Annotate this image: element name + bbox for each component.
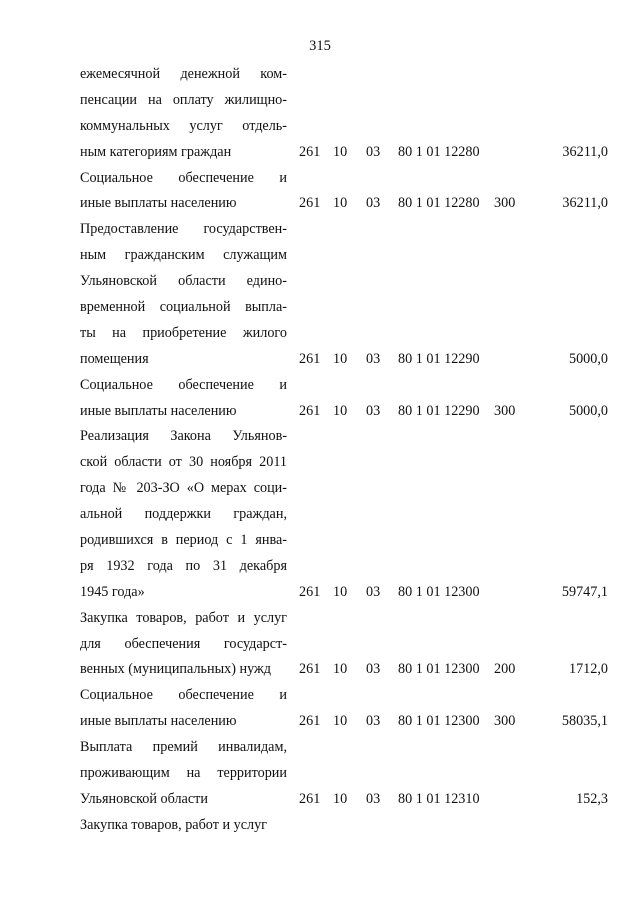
table-row-line xyxy=(80,114,610,140)
amount: 152,3 xyxy=(576,790,608,807)
table-row-line xyxy=(80,502,610,528)
row-description: коммунальных услуг отдель- xyxy=(80,117,287,134)
row-description: ежемесячной денежной ком- xyxy=(80,66,287,82)
section-code: 10 xyxy=(333,661,348,678)
table-row-line xyxy=(80,373,610,399)
row-description: Ульяновской области xyxy=(80,790,208,807)
ministry-code: 261 xyxy=(299,402,321,419)
table-row-line xyxy=(80,813,610,839)
section-code: 10 xyxy=(333,790,348,807)
row-description: помещения xyxy=(80,350,149,367)
row-description: родившихся в период с 1 янва- xyxy=(80,532,287,549)
target-article: 80 1 01 12300 xyxy=(398,661,480,678)
ministry-code: 261 xyxy=(299,583,321,600)
subsection-code: 03 xyxy=(366,713,381,730)
section-code: 10 xyxy=(333,350,348,367)
target-article: 80 1 01 12290 xyxy=(398,402,480,419)
row-description: ты на приобретение жилого xyxy=(80,324,287,341)
target-article: 80 1 01 12280 xyxy=(398,143,480,160)
expense-type: 300 xyxy=(494,402,516,419)
table-row-line xyxy=(80,476,610,502)
section-code: 10 xyxy=(333,583,348,600)
amount: 5000,0 xyxy=(568,402,608,419)
section-code: 10 xyxy=(333,402,348,419)
row-description: Выплата премий инвалидам, xyxy=(80,739,287,756)
expense-type: 300 xyxy=(494,713,516,730)
table-row-line xyxy=(80,735,610,761)
ministry-code: 261 xyxy=(299,350,321,367)
row-description: для обеспечения государст- xyxy=(80,635,287,652)
table-row-line xyxy=(80,140,610,166)
row-description: ным гражданским служащим xyxy=(80,247,287,264)
table-row-line xyxy=(80,657,610,683)
target-article: 80 1 01 12280 xyxy=(398,195,480,212)
table-row-line xyxy=(80,424,610,450)
amount: 59747,1 xyxy=(561,583,608,600)
row-description: ской области от 30 ноября 2011 xyxy=(80,454,287,471)
table-row-line xyxy=(80,321,610,347)
amount: 5000,0 xyxy=(568,350,608,367)
table-row-line xyxy=(80,399,610,425)
row-description: Социальное обеспечение и xyxy=(80,687,287,704)
table-row-line xyxy=(80,606,610,632)
table-row-line xyxy=(80,166,610,192)
target-article: 80 1 01 12310 xyxy=(398,790,480,807)
row-description: венных (муниципальных) нужд xyxy=(80,661,272,678)
row-description: Реализация Закона Ульянов- xyxy=(80,428,287,445)
row-description: ря 1932 года по 31 декабря xyxy=(80,557,287,574)
row-description: пенсации на оплату жилищно- xyxy=(80,91,287,108)
page-number: 315 xyxy=(309,38,331,54)
table-row-line xyxy=(80,787,610,813)
table-row-line xyxy=(80,62,610,88)
amount: 58035,1 xyxy=(561,713,608,730)
table-row-line xyxy=(80,580,610,606)
section-code: 10 xyxy=(333,143,348,160)
table-row-line xyxy=(80,683,610,709)
table-row-line xyxy=(80,632,610,658)
amount: 36211,0 xyxy=(562,143,608,160)
ministry-code: 261 xyxy=(299,790,321,807)
row-description: иные выплаты населению xyxy=(80,402,237,419)
target-article: 80 1 01 12300 xyxy=(398,713,480,730)
table-row-line xyxy=(80,761,610,787)
table-row-line xyxy=(80,269,610,295)
row-description: Предоставление государствен- xyxy=(80,221,287,238)
amount: 1712,0 xyxy=(568,661,608,678)
subsection-code: 03 xyxy=(366,583,381,600)
subsection-code: 03 xyxy=(366,402,381,419)
subsection-code: 03 xyxy=(366,195,381,212)
subsection-code: 03 xyxy=(366,143,381,160)
row-description: иные выплаты населению xyxy=(80,195,237,212)
row-description: альной поддержки граждан, xyxy=(80,506,287,523)
table-row-line xyxy=(80,709,610,735)
amount: 36211,0 xyxy=(562,195,608,212)
subsection-code: 03 xyxy=(366,790,381,807)
table-row-line xyxy=(80,191,610,217)
row-description: 1945 года» xyxy=(80,583,145,600)
section-code: 10 xyxy=(333,195,348,212)
table-row-line xyxy=(80,347,610,373)
table-row-line xyxy=(80,243,610,269)
table-row-line xyxy=(80,217,610,243)
table-row-line xyxy=(80,554,610,580)
budget-table xyxy=(80,62,610,839)
table-row-line xyxy=(80,295,610,321)
target-article: 80 1 01 12290 xyxy=(398,350,480,367)
ministry-code: 261 xyxy=(299,661,321,678)
subsection-code: 03 xyxy=(366,661,381,678)
row-description: временной социальной выпла- xyxy=(80,299,287,316)
row-description: года № 203-ЗО «О мерах соци- xyxy=(80,480,287,497)
table-row-line xyxy=(80,88,610,114)
row-description: Социальное обеспечение и xyxy=(80,376,287,393)
expense-type: 200 xyxy=(494,661,516,678)
ministry-code: 261 xyxy=(299,713,321,730)
row-description: Закупка товаров, работ и услуг xyxy=(80,816,267,833)
expense-type: 300 xyxy=(494,195,516,212)
target-article: 80 1 01 12300 xyxy=(398,583,480,600)
row-description: Закупка товаров, работ и услуг xyxy=(80,609,287,626)
row-description: Социальное обеспечение и xyxy=(80,169,287,186)
ministry-code: 261 xyxy=(299,195,321,212)
row-description: иные выплаты населению xyxy=(80,713,237,730)
section-code: 10 xyxy=(333,713,348,730)
row-description: проживающим на территории xyxy=(80,765,287,782)
subsection-code: 03 xyxy=(366,350,381,367)
row-description: ным категориям граждан xyxy=(80,143,232,160)
row-description: Ульяновской области едино- xyxy=(80,273,287,290)
table-row-line xyxy=(80,450,610,476)
ministry-code: 261 xyxy=(299,143,321,160)
table-row-line xyxy=(80,528,610,554)
